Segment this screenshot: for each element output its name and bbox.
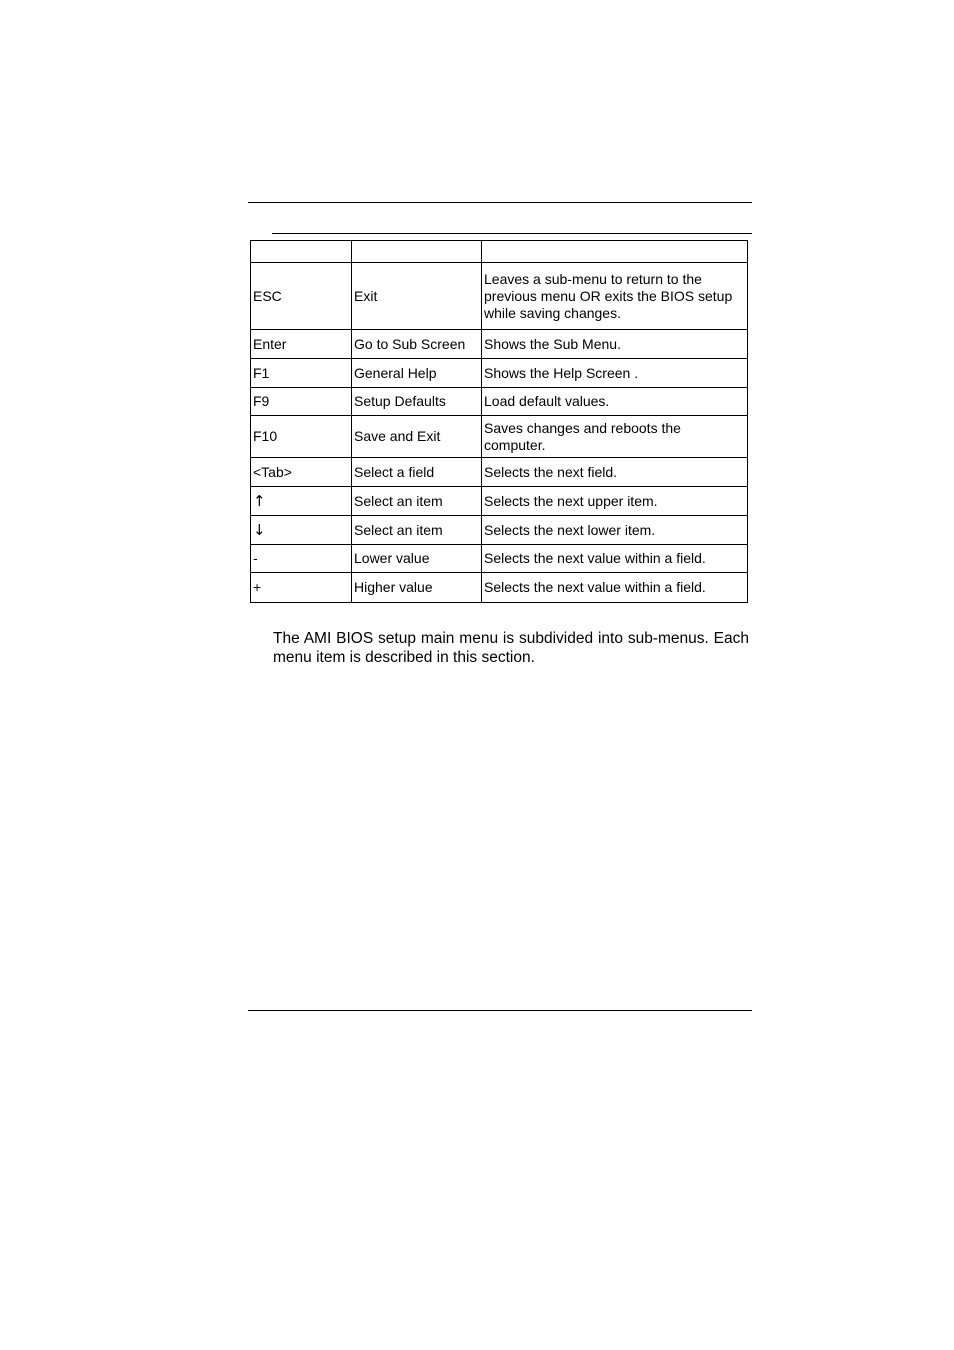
function-cell: Higher value — [352, 573, 482, 603]
description-cell: Selects the next field. — [482, 458, 748, 487]
table-row — [251, 487, 748, 516]
description-cell: Selects the next value within a field. — [482, 545, 748, 573]
table-row — [251, 263, 748, 330]
description-cell: Leaves a sub-menu to return to the previous menu OR exits the BIOS setup while saving changes. — [482, 263, 748, 330]
function-cell: General Help — [352, 359, 482, 388]
table-row — [251, 516, 748, 545]
key-cell: F10 — [251, 416, 352, 458]
key-cell: Enter — [251, 330, 352, 359]
footer-rule — [248, 1010, 752, 1011]
table-row — [251, 388, 748, 416]
description-cell: Shows the Help Screen . — [482, 359, 748, 388]
key-cell-down-arrow-icon: ↓ — [251, 516, 352, 545]
section-rule — [272, 233, 752, 234]
key-cell: <Tab> — [251, 458, 352, 487]
header-cell-function — [352, 241, 482, 263]
table-row — [251, 573, 748, 603]
table-row — [251, 359, 748, 388]
key-cell: - — [251, 545, 352, 573]
bios-keys-table — [250, 240, 748, 603]
function-cell: Lower value — [352, 545, 482, 573]
description-cell: Selects the next upper item. — [482, 487, 748, 516]
function-cell: Setup Defaults — [352, 388, 482, 416]
function-cell: Save and Exit — [352, 416, 482, 458]
header-cell-key — [251, 241, 352, 263]
table-header-row — [251, 241, 748, 263]
description-cell: Saves changes and reboots the computer. — [482, 416, 748, 458]
description-cell: Load default values. — [482, 388, 748, 416]
header-rule — [248, 202, 752, 203]
description-cell: Selects the next value within a field. — [482, 573, 748, 603]
key-cell: + — [251, 573, 352, 603]
table-row — [251, 416, 748, 458]
table-row — [251, 545, 748, 573]
table-row — [251, 330, 748, 359]
function-cell: Select a field — [352, 458, 482, 487]
key-cell-up-arrow-icon: ↑ — [251, 487, 352, 516]
key-cell: F1 — [251, 359, 352, 388]
description-cell: Shows the Sub Menu. — [482, 330, 748, 359]
intro-paragraph: The AMI BIOS setup main menu is subdivided into sub-menus. Each menu item is described in this section. — [273, 630, 749, 666]
key-cell: F9 — [251, 388, 352, 416]
function-cell: Exit — [352, 263, 482, 330]
header-cell-description — [482, 241, 748, 263]
table-row — [251, 458, 748, 487]
key-cell: ESC — [251, 263, 352, 330]
function-cell: Select an item — [352, 487, 482, 516]
description-cell: Selects the next lower item. — [482, 516, 748, 545]
function-cell: Select an item — [352, 516, 482, 545]
function-cell: Go to Sub Screen — [352, 330, 482, 359]
